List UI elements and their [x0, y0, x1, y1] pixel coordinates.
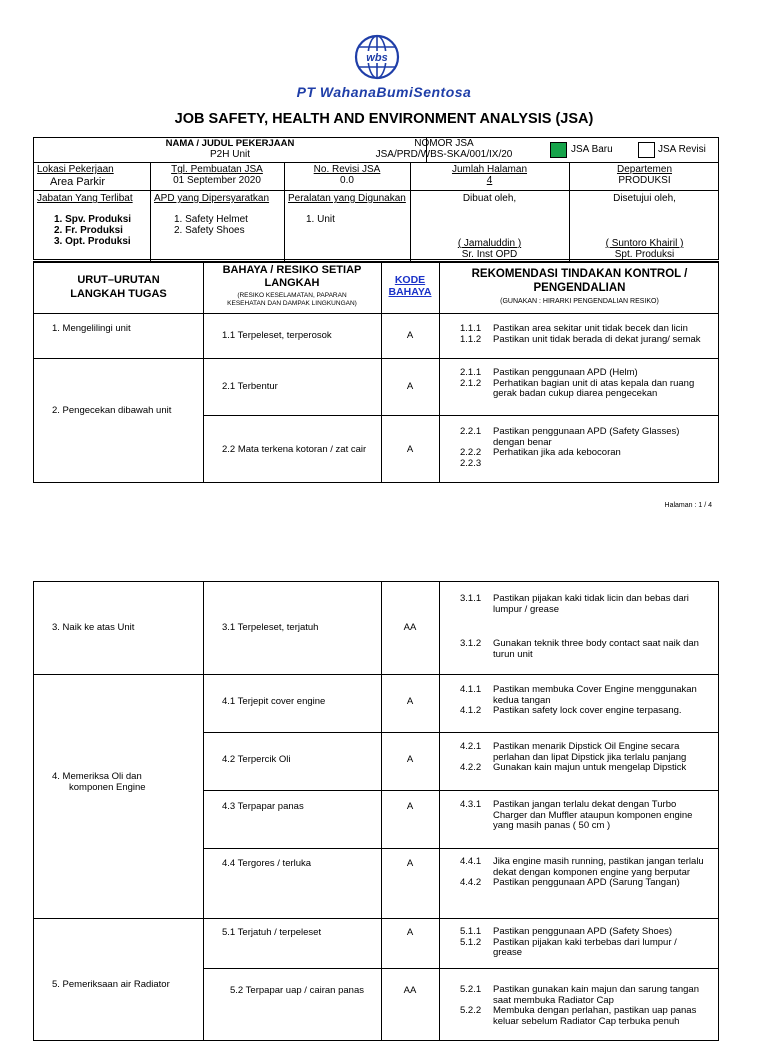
- hazard-1-1: 1.1 Terpeleset, terperosok: [222, 330, 332, 341]
- dibuat-role: Sr. Inst OPD: [461, 249, 518, 260]
- step-3: 3. Naik ke atas Unit: [52, 622, 135, 633]
- revisi-value: 0.0: [340, 175, 354, 186]
- tgl-value: 01 September 2020: [173, 175, 261, 186]
- hazard-4-4: 4.4 Tergores / terluka: [222, 858, 312, 869]
- col-header-kode: KODE BAHAYA: [388, 274, 432, 298]
- nomor-value: JSA/PRD/WBS-SKA/001/IX/20: [375, 149, 513, 160]
- company-logo-icon: [354, 34, 400, 80]
- code-2-1: A: [406, 381, 414, 392]
- control-3-1-2: 3.1.2 Gunakan teknik three body contact saat naik dan turun unit: [460, 638, 699, 660]
- code-4-3: A: [406, 801, 414, 812]
- company-name: PT WahanaBumiSentosa: [296, 84, 472, 100]
- nama-label: NAMA / JUDUL PEKERJAAN: [165, 138, 295, 149]
- code-3-1: AA: [403, 622, 417, 633]
- col-header-bahaya: BAHAYA / RESIKO SETIAP LANGKAH: [222, 264, 362, 289]
- control-2-1: 2.1.1 Pastikan penggunaan APD (Helm) 2.1.2 Perhatikan bagian unit di atas kepala dan ruang gerak badan cukup diarea pengecekan: [460, 367, 695, 399]
- control-3-1-1: 3.1.1 Pastikan pijakan kaki tidak licin dan bebas dari lumpur / grease: [460, 593, 689, 615]
- hazard-2-2: 2.2 Mata terkena kotoran / zat cair: [222, 444, 367, 455]
- apd-item: 2. Safety Shoes: [174, 225, 245, 236]
- control-4-4: 4.4.1 Jika engine masih running, pastikan jangan terlalu dekat dengan komponen engine yang berputar 4.4.2 Pastikan penggunaan APD (Sarung Tangan): [460, 856, 704, 888]
- step-1: 1. Mengelilingi unit: [52, 323, 131, 334]
- code-2-2: A: [406, 444, 414, 455]
- hazard-5-2: 5.2 Terpapar uap / cairan panas: [230, 985, 364, 996]
- col-header-rekomendasi: REKOMENDASI TINDAKAN KONTROL / PENGENDALIAN: [471, 268, 688, 294]
- col-header-urut: URUT–URUTAN LANGKAH TUGAS: [70, 274, 167, 300]
- hazard-4-3: 4.3 Terpapar panas: [222, 801, 304, 812]
- lokasi-value: Area Parkir: [50, 176, 106, 188]
- jsa-header: [33, 137, 719, 260]
- step-5: 5. Pemeriksaan air Radiator: [52, 979, 170, 990]
- code-4-1: A: [406, 696, 414, 707]
- jabatan-item: 2. Fr. Produksi: [54, 225, 123, 236]
- hazard-2-1: 2.1 Terbentur: [222, 381, 278, 392]
- control-4-1: 4.1.1 Pastikan membuka Cover Engine menggunakan kedua tangan 4.1.2 Pastikan safety lock cover engine terpasang.: [460, 684, 697, 716]
- col-header-bahaya-sub: (RESIKO KESELAMATAN, PAPARAN KESEHATAN DAN DAMPAK LINGKUNGAN): [227, 292, 357, 307]
- jabatan-label: Jabatan Yang Terlibat: [37, 193, 133, 204]
- jsa-baru-label: JSA Baru: [571, 144, 613, 155]
- jabatan-item: 1. Spv. Produksi: [54, 214, 132, 225]
- code-1-1: A: [406, 330, 414, 341]
- step-2: 2. Pengecekan dibawah unit: [52, 405, 172, 416]
- control-4-3: 4.3.1 Pastikan jangan terlalu dekat dengan Turbo Charger dan Muffler ataupun komponen engine yang masih panas ( 50 cm ): [460, 799, 693, 831]
- halaman-value: 4: [486, 175, 493, 186]
- control-5-1: 5.1.1 Pastikan penggunaan APD (Safety Shoes) 5.1.2 Pastikan pijakan kaki terbebas dari lumpur / grease: [460, 926, 677, 958]
- hazard-4-2: 4.2 Terpercik Oli: [222, 754, 291, 765]
- peralatan-label: Peralatan yang Digunakan: [288, 193, 406, 204]
- jsa-revisi-label: JSA Revisi: [658, 144, 706, 155]
- code-4-4: A: [406, 858, 414, 869]
- code-4-2: A: [406, 754, 414, 765]
- disetujui-label: Disetujui oleh,: [613, 193, 676, 204]
- control-5-2: 5.2.1 Pastikan gunakan kain majun dan sarung tangan saat membuka Radiator Cap 5.2.2 Membuka dengan perlahan, pastikan uap panas keluar sebelum Radiator Cap terbuka penuh: [460, 984, 699, 1027]
- jabatan-item: 3. Opt. Produksi: [54, 236, 131, 247]
- dept-label: Departemen: [616, 164, 673, 175]
- disetujui-name: ( Suntoro Khairil ): [605, 238, 684, 249]
- svg-text:wbs: wbs: [366, 52, 388, 64]
- apd-item: 1. Safety Helmet: [174, 214, 248, 225]
- page-number: Halaman : 1 / 4: [664, 502, 712, 509]
- code-5-1: A: [406, 927, 414, 938]
- control-1-1: 1.1.1 Pastikan area sekitar unit tidak becek dan licin 1.1.2 Pastikan unit tidak berada di dekat jurang/ semak: [460, 323, 701, 345]
- hazard-3-1: 3.1 Terpeleset, terjatuh: [222, 622, 319, 633]
- dibuat-name: ( Jamaluddin ): [457, 238, 522, 249]
- lokasi-label: Lokasi Pekerjaan: [37, 164, 114, 175]
- code-5-2: AA: [403, 985, 417, 996]
- hazard-4-1: 4.1 Terjepit cover engine: [222, 696, 326, 707]
- jsa-table-page2: [33, 581, 719, 1041]
- apd-label: APD yang Dipersyaratkan: [154, 193, 270, 204]
- hazard-5-1: 5.1 Terjatuh / terpeleset: [222, 927, 322, 938]
- jsa-baru-checkbox[interactable]: [550, 142, 567, 158]
- col-header-rekomendasi-sub: (GUNAKAN : HIRARKI PENGENDALIAN RESIKO): [500, 298, 659, 305]
- control-4-2: 4.2.1 Pastikan menarik Dipstick Oil Engine secara perlahan dan lipat Dipstick jika terlalu panjang 4.2.2 Gunakan kain majun untuk mengelap Dipstick: [460, 741, 687, 773]
- dept-value: PRODUKSI: [618, 175, 671, 186]
- tgl-label: Tgl. Pembuatan JSA: [171, 164, 263, 175]
- jsa-revisi-checkbox[interactable]: [638, 142, 655, 158]
- revisi-label: No. Revisi JSA: [313, 164, 381, 175]
- nama-value: P2H Unit: [209, 149, 250, 160]
- halaman-label: Jumlah Halaman: [451, 164, 528, 175]
- dibuat-label: Dibuat oleh,: [462, 193, 517, 204]
- nomor-label: NOMOR JSA: [414, 138, 474, 149]
- disetujui-role: Spt. Produksi: [614, 249, 675, 260]
- page-title: JOB SAFETY, HEALTH AND ENVIRONMENT ANALYSIS (JSA): [174, 111, 594, 127]
- control-2-2: 2.2.1 Pastikan penggunaan APD (Safety Glasses) dengan benar 2.2.2 Perhatikan jika ada kebocoran 2.2.3: [460, 426, 680, 469]
- jsa-table-page1: [33, 261, 719, 483]
- step-4: 4. Memeriksa Oli dan komponen Engine: [52, 771, 146, 793]
- peralatan-item: 1. Unit: [306, 214, 335, 225]
